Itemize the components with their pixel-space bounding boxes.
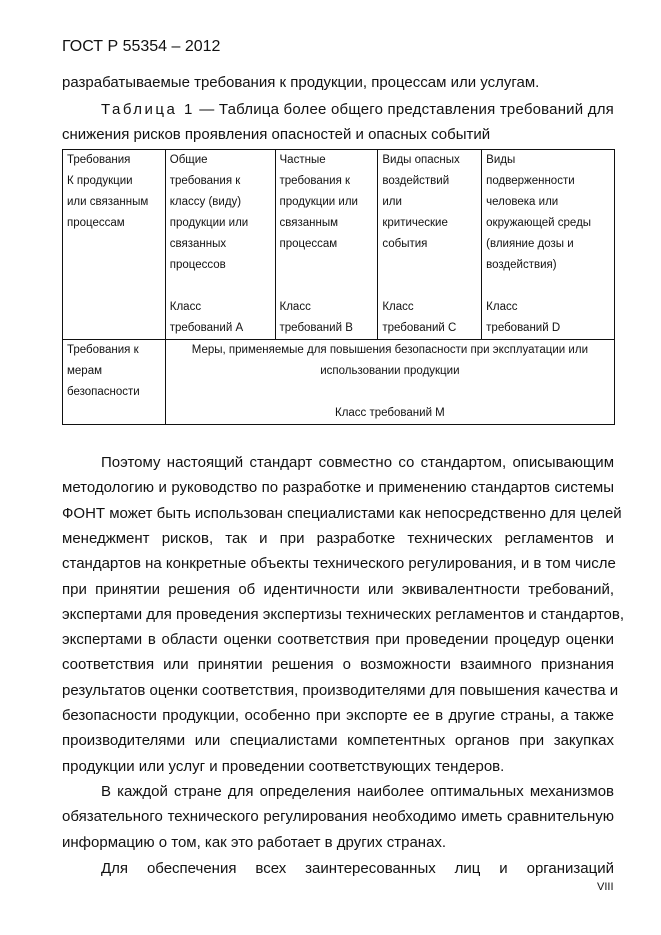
cell-line: Класс: [279, 301, 311, 313]
table-caption-label: Таблица 1: [101, 101, 195, 118]
cell-line: Виды: [486, 154, 516, 166]
cell-line: продукции или: [279, 196, 358, 208]
table-row: [63, 150, 615, 340]
cell-line: Общие: [169, 154, 208, 166]
cell-line: критические: [382, 217, 448, 229]
cell-line: связанным: [279, 217, 339, 229]
cell-line: продукции или: [169, 217, 249, 229]
requirements-table: [62, 149, 615, 425]
cell-line: человека или: [486, 196, 559, 208]
paragraph-line: Для обеспечения всех заинтересованных лиц и организаций: [101, 860, 614, 877]
cell-line: (влияние дозы и: [486, 238, 574, 250]
table-caption-line1: [101, 97, 614, 122]
paragraph-line: информацию о том, как это работает в других странах.: [62, 833, 447, 851]
table-row: [63, 340, 615, 425]
paragraph-line: обязательного технического регулирования необходимо иметь сравнительную: [62, 808, 614, 826]
table-caption-line2: снижения рисков проявления опасностей и опасных событий: [62, 126, 491, 143]
paragraph-line: методологию и руководство по разработке и применению стандартов системы: [62, 479, 614, 497]
cell-line: [280, 255, 374, 276]
cell-line: процессов: [169, 259, 226, 271]
cell-line: или: [382, 196, 402, 208]
cell-line: или связанным: [67, 196, 149, 208]
cell-line: процессам: [279, 238, 338, 250]
table-cell: [63, 340, 166, 425]
cell-line: связанных: [169, 238, 227, 250]
cell-line: процессам: [67, 217, 125, 229]
cell-line: Частные: [279, 154, 326, 166]
merged-cell-line: Меры, применяемые для повышения безопасности при эксплуатации или: [191, 344, 588, 356]
cell-line: требований D: [486, 322, 561, 334]
cell-line: воздействия): [486, 259, 557, 271]
cell-line: окружающей среды: [486, 217, 592, 229]
paragraph-line: стандартов на конкретные объекты технического регулирования, и в том числе: [62, 555, 616, 573]
cell-line: К продукции: [67, 175, 133, 187]
cell-line: [170, 276, 271, 297]
cell-line: безопасности: [67, 386, 140, 398]
table-cell: [378, 150, 482, 340]
intro-line: разрабатываемые требования к продукции, процессам или услугам.: [62, 74, 540, 91]
paragraph-line: производителями или специалистами компетентных органов при закупках: [62, 732, 614, 750]
cell-line: Класс: [486, 301, 518, 313]
cell-line: [280, 276, 374, 297]
paragraph-line: экспертами для проведения экспертизы технических регламентов и стандартов,: [62, 605, 625, 623]
paragraph-line: В каждой стране для определения наиболее оптимальных механизмов: [101, 783, 614, 800]
paragraph-line: продукции или услуг и проведении соответствующих тендеров.: [62, 757, 505, 775]
cell-line: события: [382, 238, 428, 250]
paragraph-line: ФОНТ может быть использован специалистами как непосредственно для целей: [62, 504, 622, 522]
cell-line: воздействий: [382, 175, 450, 187]
table-cell: [275, 150, 378, 340]
table-merged-cell: [165, 340, 614, 425]
cell-line: требований А: [169, 322, 244, 334]
document-header: ГОСТ Р 55354 – 2012: [62, 38, 221, 55]
cell-line: [382, 255, 477, 276]
paragraph-line: результатов оценки соответствия, производителями для повышения качества и: [62, 681, 619, 699]
paragraph-line: безопасности продукции, особенно при экспорте ее в другие страны, а также: [62, 707, 614, 724]
table-cell: [165, 150, 275, 340]
cell-line: [382, 276, 477, 297]
paragraph-line: экспертами в области оценки соответствия при проведении процедур оценки: [62, 631, 614, 649]
table-cell: [63, 150, 166, 340]
cell-line: Требования: [67, 154, 131, 166]
cell-line: требований С: [382, 322, 457, 334]
cell-line: классу (виду): [169, 196, 242, 208]
cell-line: Класс: [382, 301, 414, 313]
paragraph-line: менеджмент рисков, так и при разработке технических регламентов и: [62, 529, 614, 547]
table-caption-title: — Таблица более общего представления требований для: [194, 101, 614, 118]
paragraph-line: Поэтому настоящий стандарт совместно со стандартом, описывающим: [101, 454, 614, 471]
cell-line: [486, 276, 610, 297]
cell-line: требований В: [279, 322, 353, 334]
cell-line: Требования к: [67, 344, 139, 356]
cell-line: требования к: [169, 175, 241, 187]
table-cell: [482, 150, 615, 340]
cell-line: подверженности: [486, 175, 575, 187]
paragraph-line: при принятии решения об идентичности или эквивалентности требований,: [62, 580, 614, 598]
cell-line: Виды опасных: [382, 154, 460, 166]
cell-line: Класс: [169, 301, 202, 313]
page-number: VIII: [597, 881, 614, 893]
cell-line: мерам: [67, 365, 102, 377]
cell-line: требования к: [279, 175, 351, 187]
merged-cell-line: использовании продукции: [320, 365, 460, 377]
merged-cell-class: Класс требований М: [335, 407, 445, 419]
paragraph-line: соответствия или принятии решения о возможности взаимного признания: [62, 656, 614, 674]
